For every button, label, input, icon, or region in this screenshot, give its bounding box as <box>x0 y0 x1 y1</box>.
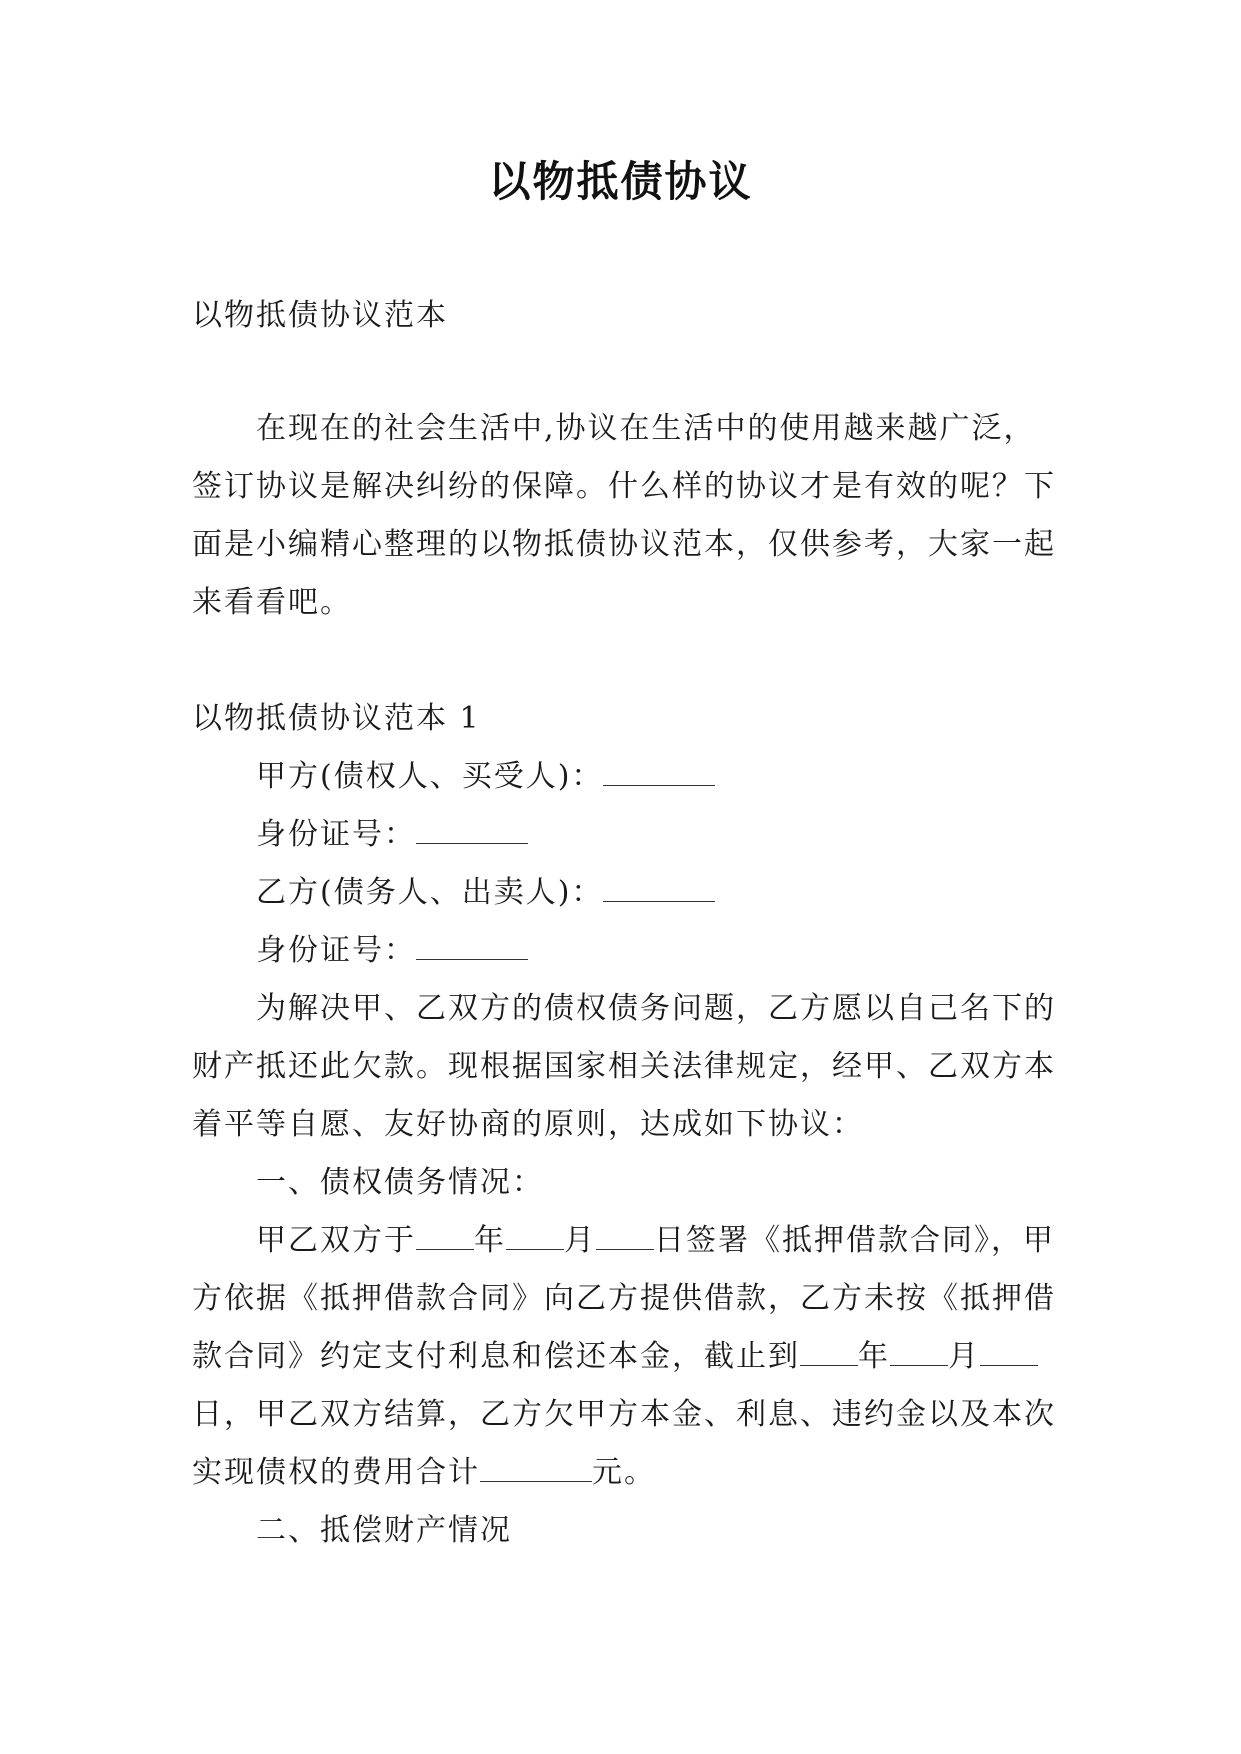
section1-heading: 一、债权债务情况： <box>256 1165 544 1200</box>
section1-text-8: 元。 <box>592 1455 656 1490</box>
settle-month-blank <box>890 1337 948 1366</box>
id-a-blank <box>416 815 528 844</box>
settle-day-blank <box>980 1337 1038 1366</box>
party-b-blank <box>603 873 715 902</box>
party-a-label: 甲方(债权人、买受人)： <box>256 759 604 794</box>
document-subtitle <box>192 287 1062 345</box>
section1-text-4: 日签署《抵押借款合同》，甲方依据《抵押借款合同》向乙方提供借款，乙方未按《抵押借款合同》约定支付利息和偿还本金，截止到 <box>192 1223 1056 1374</box>
party-a-blank <box>603 757 715 786</box>
id-a-line <box>192 806 1062 864</box>
sample-heading: 以物抵债协议范本 1 <box>192 701 481 736</box>
agreement-sample <box>192 690 1062 1560</box>
sign-year-blank <box>416 1221 474 1250</box>
id-a-label: 身份证号： <box>256 817 416 852</box>
party-a-line <box>192 748 1062 806</box>
id-b-label: 身份证号： <box>256 933 416 968</box>
section1-text-1: 甲乙双方于 <box>256 1223 416 1258</box>
section1-paragraph <box>192 1212 1062 1502</box>
id-b-blank <box>416 931 528 960</box>
section2-heading: 二、抵偿财产情况 <box>256 1513 512 1548</box>
section1-text-6: 月 <box>948 1339 980 1374</box>
party-b-label: 乙方(债务人、出卖人)： <box>256 875 604 910</box>
section1-text-7: 日，甲乙双方结算，乙方欠甲方本金、利息、违约金以及本次实现债权的费用合计 <box>192 1397 1056 1490</box>
sign-day-blank <box>596 1221 654 1250</box>
document-title: 以物抵债协议 <box>488 157 753 206</box>
subtitle-text: 以物抵债协议范本 <box>192 298 448 333</box>
preamble-paragraph: 为解决甲、乙双方的债权债务问题，乙方愿以自己名下的财产抵还此欠款。现根据国家相关法律规定，经甲、乙双方本着平等自愿、友好协商的原则，达成如下协议： <box>192 991 1056 1142</box>
section1-text-3: 月 <box>564 1223 596 1258</box>
party-b-line <box>192 864 1062 922</box>
id-b-line <box>192 922 1062 980</box>
section1-text-2: 年 <box>474 1223 506 1258</box>
intro-text: 在现在的社会生活中,协议在生活中的使用越来越广泛，签订协议是解决纠纷的保障。什么样的协议才是有效的呢？下面是小编精心整理的以物抵债协议范本，仅供参考，大家一起来看看吧。 <box>192 411 1056 620</box>
sign-month-blank <box>506 1221 564 1250</box>
settle-year-blank <box>800 1337 858 1366</box>
section1-text-5: 年 <box>858 1339 890 1374</box>
total-amount-blank <box>480 1453 592 1482</box>
intro-paragraph <box>192 400 1062 632</box>
